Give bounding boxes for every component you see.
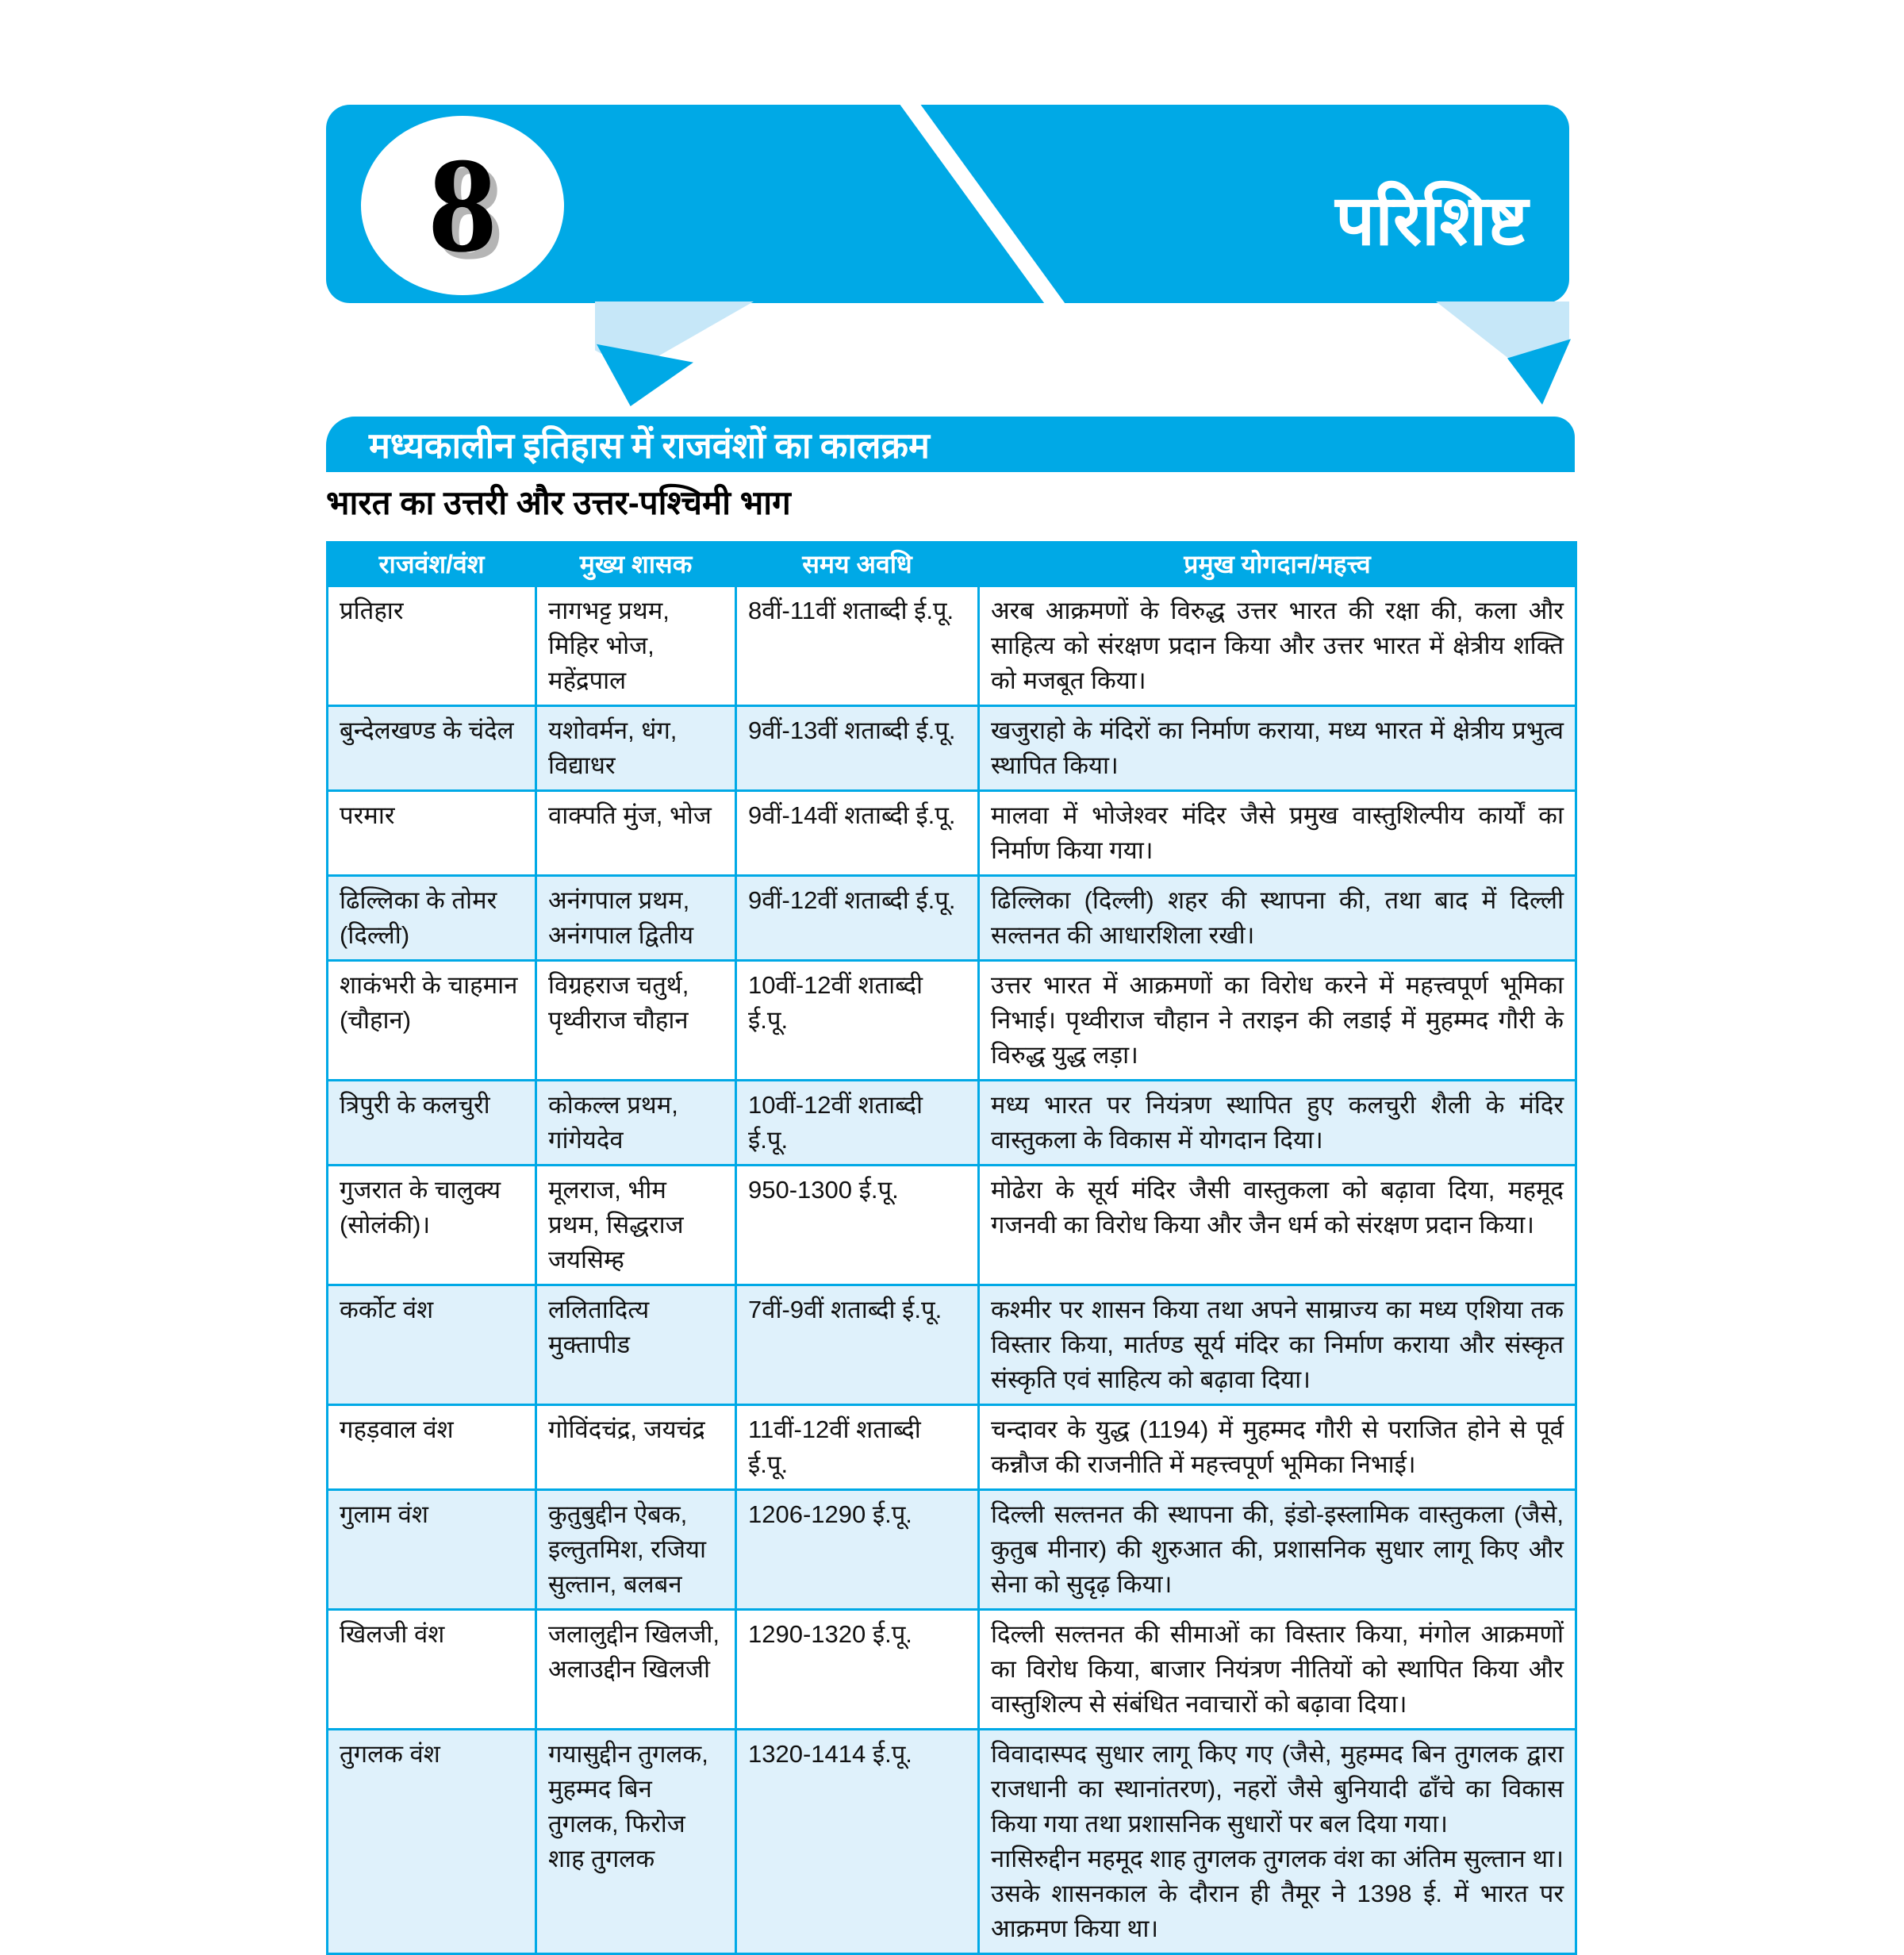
table-header-row: [328, 543, 1576, 586]
cell-period: 950-1300 ई.पू.: [736, 1166, 979, 1285]
table-body: [328, 586, 1576, 1954]
cell-rulers: नागभट्ट प्रथम, मिहिर भोज, महेंद्रपाल: [536, 586, 736, 706]
cell-rulers: कोकल्ल प्रथम, गांगेयदेव: [536, 1081, 736, 1166]
cell-dynasty: खिलजी वंश: [328, 1610, 536, 1730]
contribution-paragraph: विवादास्पद सुधार लागू किए गए (जैसे, मुहम्मद बिन तुगलक द्वारा राजधानी का स्थानांतरण), नहरों जैसे बुनियादी ढाँचे का विकास किया गया तथा प्रशासनिक सुधारों पर बल दिया गया।: [991, 1740, 1564, 1838]
contribution-paragraph: चन्दावर के युद्ध (1194) में मुहम्मद गौरी से पराजित होने से पूर्व कन्नौज की राजनीति में महत्त्वपूर्ण भूमिका निभाई।: [991, 1415, 1564, 1478]
cell-dynasty: कर्कोट वंश: [328, 1285, 536, 1405]
cell-rulers: गोविंदचंद्र, जयचंद्र: [536, 1405, 736, 1490]
table-row: [328, 876, 1576, 961]
table-row: [328, 1166, 1576, 1285]
cell-rulers: ललितादित्य मुक्तापीड: [536, 1285, 736, 1405]
cell-contribution: [979, 1285, 1576, 1405]
cell-dynasty: गुलाम वंश: [328, 1490, 536, 1610]
cell-period: 1290-1320 ई.पू.: [736, 1610, 979, 1730]
contribution-paragraph: मोढेरा के सूर्य मंदिर जैसी वास्तुकला को बढ़ावा दिया, महमूद गजनवी का विरोध किया और जैन धर्म को संरक्षण प्रदान किया।: [991, 1176, 1564, 1239]
contribution-paragraph: नासिरुद्दीन महमूद शाह तुगलक तुगलक वंश का अंतिम सुल्तान था। उसके शासनकाल के दौरान ही तैमूर ने 1398 ई. में भारत पर आक्रमण किया था।: [991, 1845, 1564, 1942]
table-row: [328, 706, 1576, 791]
cell-contribution: [979, 1490, 1576, 1610]
table-row: [328, 1285, 1576, 1405]
contribution-paragraph: दिल्ली सल्तनत की स्थापना की, इंडो-इस्लामिक वास्तुकला (जैसे, कुतुब मीनार) की शुरुआत की, प्रशासनिक सुधार लागू किए और सेना को सुदृढ़ किया।: [991, 1500, 1564, 1598]
chapter-banner: [326, 105, 1569, 303]
cell-dynasty: गहड़वाल वंश: [328, 1405, 536, 1490]
cell-dynasty: ढिल्लिका के तोमर (दिल्ली): [328, 876, 536, 961]
cell-contribution: [979, 1405, 1576, 1490]
cell-dynasty: तुगलक वंश: [328, 1730, 536, 1954]
cell-period: 1206-1290 ई.पू.: [736, 1490, 979, 1610]
table-row: [328, 586, 1576, 706]
table-row: [328, 1405, 1576, 1490]
cell-period: 11वीं-12वीं शताब्दी ई.पू.: [736, 1405, 979, 1490]
table-row: [328, 1081, 1576, 1166]
cell-dynasty: शाकंभरी के चाहमान (चौहान): [328, 961, 536, 1081]
cell-contribution: [979, 586, 1576, 706]
chapter-number-circle: [361, 116, 564, 295]
cell-contribution: [979, 706, 1576, 791]
cell-period: 7वीं-9वीं शताब्दी ई.पू.: [736, 1285, 979, 1405]
cell-period: 9वीं-14वीं शताब्दी ई.पू.: [736, 791, 979, 876]
contribution-paragraph: मध्य भारत पर नियंत्रण स्थापित हुए कलचुरी शैली के मंदिर वास्तुकला के विकास में योगदान दिया।: [991, 1091, 1564, 1154]
cell-contribution: [979, 1081, 1576, 1166]
chapter-number: 8: [428, 130, 497, 281]
cell-rulers: जलालुद्दीन खिलजी, अलाउद्दीन खिलजी: [536, 1610, 736, 1730]
cell-dynasty: गुजरात के चालुक्य (सोलंकी)।: [328, 1166, 536, 1285]
contribution-paragraph: उत्तर भारत में आक्रमणों का विरोध करने में महत्त्वपूर्ण भूमिका निभाई। पृथ्वीराज चौहान ने तराइन की लडाई में मुहम्मद गौरी के विरुद्ध युद्ध लड़ा।: [991, 971, 1564, 1069]
contribution-paragraph: ढिल्लिका (दिल्ली) शहर की स्थापना की, तथा बाद में दिल्ली सल्तनत की आधारशिला रखी।: [991, 886, 1564, 949]
cell-dynasty: बुन्देलखण्ड के चंदेल: [328, 706, 536, 791]
cell-rulers: कुतुबुद्दीन ऐबक, इल्तुतमिश, रजिया सुल्तान, बलबन: [536, 1490, 736, 1610]
cell-dynasty: त्रिपुरी के कलचुरी: [328, 1081, 536, 1166]
cell-rulers: अनंगपाल प्रथम, अनंगपाल द्वितीय: [536, 876, 736, 961]
cell-contribution: [979, 1166, 1576, 1285]
banner-slash-divider: [889, 105, 1082, 303]
cell-period: 8वीं-11वीं शताब्दी ई.पू.: [736, 586, 979, 706]
cell-period: 10वीं-12वीं शताब्दी ई.पू.: [736, 1081, 979, 1166]
section-title-bar: [326, 417, 1575, 472]
cell-rulers: यशोवर्मन, धंग, विद्याधर: [536, 706, 736, 791]
cell-contribution: [979, 791, 1576, 876]
contribution-paragraph: कश्मीर पर शासन किया तथा अपने साम्राज्य का मध्य एशिया तक विस्तार किया, मार्तण्ड सूर्य मंदिर का निर्माण कराया और संस्कृत संस्कृति एवं साहित्य को बढ़ावा दिया।: [991, 1296, 1564, 1393]
cell-period: 1320-1414 ई.पू.: [736, 1730, 979, 1954]
col-header-period: समय अवधि: [736, 543, 979, 586]
subsection-title: भारत का उत्तरी और उत्तर-पश्चिमी भाग: [326, 484, 791, 521]
contribution-paragraph: मालवा में भोजेश्वर मंदिर जैसे प्रमुख वास्तुशिल्पीय कार्यों का निर्माण किया गया।: [991, 801, 1564, 864]
cell-period: 10वीं-12वीं शताब्दी ई.पू.: [736, 961, 979, 1081]
col-header-rulers: मुख्य शासक: [536, 543, 736, 586]
table-row: [328, 791, 1576, 876]
cell-rulers: विग्रहराज चतुर्थ, पृथ्वीराज चौहान: [536, 961, 736, 1081]
cell-rulers: वाक्पति मुंज, भोज: [536, 791, 736, 876]
cell-contribution: [979, 1730, 1576, 1954]
table-row: [328, 1610, 1576, 1730]
contribution-paragraph: दिल्ली सल्तनत की सीमाओं का विस्तार किया, मंगोल आक्रमणों का विरोध किया, बाजार नियंत्रण नीतियों को स्थापित किया और वास्तुशिल्प से संबंधित नवाचारों को बढ़ावा दिया।: [991, 1620, 1564, 1718]
cell-period: 9वीं-12वीं शताब्दी ई.पू.: [736, 876, 979, 961]
table-row: [328, 1490, 1576, 1610]
cell-contribution: [979, 1610, 1576, 1730]
table-row: [328, 961, 1576, 1081]
dynasty-table: [326, 541, 1577, 1955]
chapter-title: परिशिष्ट: [1335, 183, 1528, 260]
cell-contribution: [979, 876, 1576, 961]
cell-contribution: [979, 961, 1576, 1081]
cell-dynasty: परमार: [328, 791, 536, 876]
contribution-paragraph: अरब आक्रमणों के विरुद्ध उत्तर भारत की रक्षा की, कला और साहित्य को संरक्षण प्रदान किया और उत्तर भारत में क्षेत्रीय शक्ति को मजबूत किया।: [991, 597, 1564, 694]
cell-period: 9वीं-13वीं शताब्दी ई.पू.: [736, 706, 979, 791]
col-header-dynasty: राजवंश/वंश: [328, 543, 536, 586]
cell-rulers: गयासुद्दीन तुगलक, मुहम्मद बिन तुगलक, फिरोज शाह तुगलक: [536, 1730, 736, 1954]
col-header-contribution: प्रमुख योगदान/महत्त्व: [979, 543, 1576, 586]
section-title: मध्यकालीन इतिहास में राजवंशों का कालक्रम: [369, 425, 930, 466]
contribution-paragraph: खजुराहो के मंदिरों का निर्माण कराया, मध्य भारत में क्षेत्रीय प्रभुत्व स्थापित किया।: [991, 716, 1564, 779]
cell-dynasty: प्रतिहार: [328, 586, 536, 706]
cell-rulers: मूलराज, भीम प्रथम, सिद्धराज जयसिम्ह: [536, 1166, 736, 1285]
table-row: [328, 1730, 1576, 1954]
